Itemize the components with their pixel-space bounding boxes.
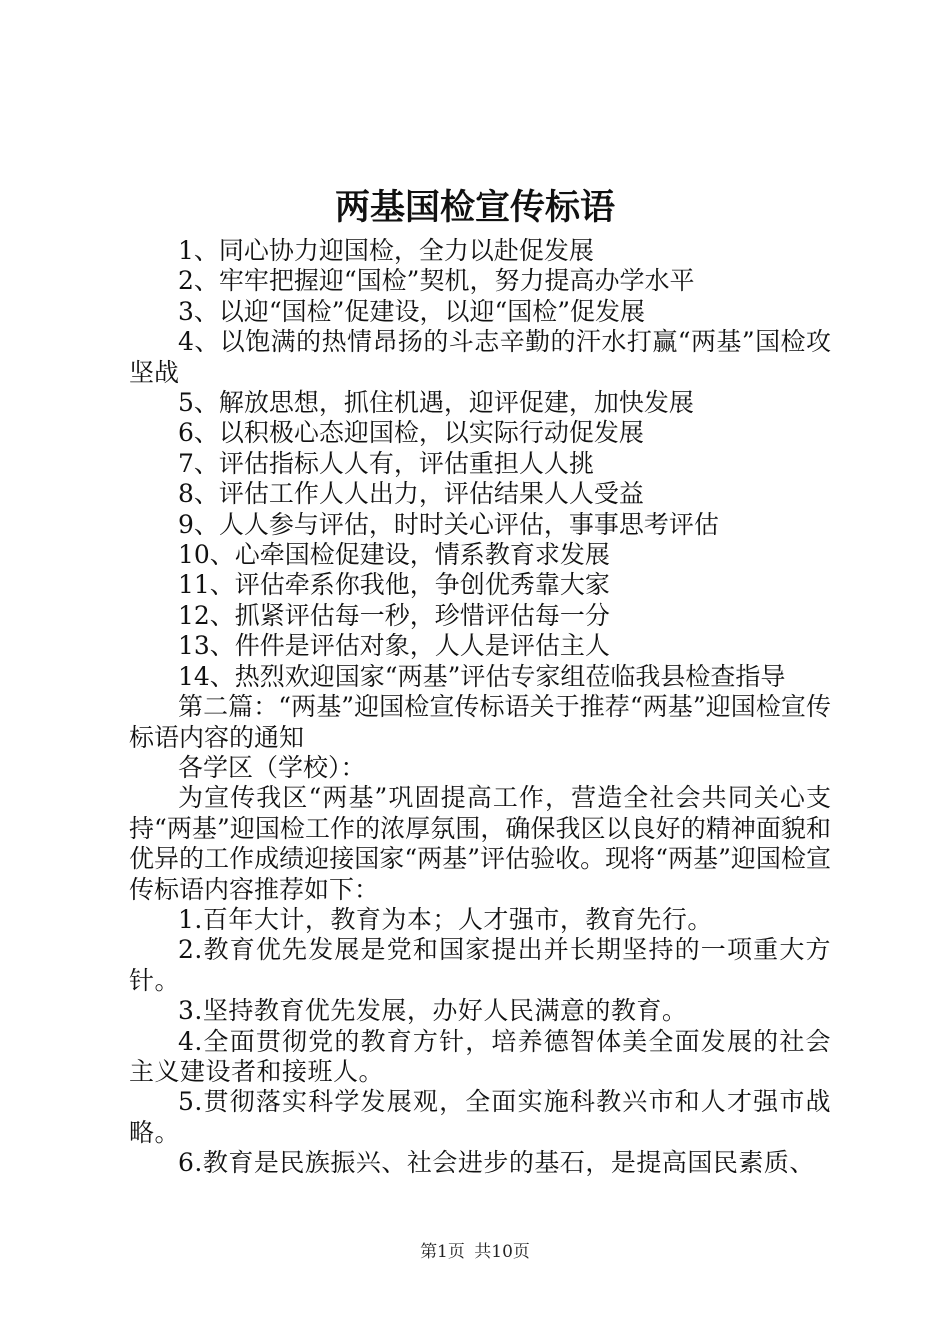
slogan-item: 10、心牵国检促建设，情系教育求发展: [178, 540, 610, 570]
slogan-item: 7、评估指标人人有，评估重担人人挑: [178, 448, 594, 478]
slogan-item: 9、人人参与评估，时时关心评估，事事思考评估: [178, 509, 719, 539]
recommended-item: 4.全面贯彻党的教育方针，培养德智体美全面发展的社会主义建设者和接班人。: [129, 1026, 831, 1086]
slogan-item: 11、评估牵系你我他，争创优秀靠大家: [178, 570, 610, 600]
section-heading: 第二篇：“两基”迎国检宣传标语关于推荐“两基”迎国检宣传标语内容的通知: [129, 692, 831, 752]
slogan-item: 13、件件是评估对象，人人是评估主人: [178, 631, 610, 661]
slogan-item: 5、解放思想，抓住机遇，迎评促建，加快发展: [178, 388, 694, 418]
intro-paragraph: 为宣传我区“两基”巩固提高工作，营造全社会共同关心支持“两基”迎国检工作的浓厚氛围，确保我区以良好的精神面貌和优异的工作成绩迎接国家“两基”评估验收。现将“两基”迎国检宣传标语内容推荐如下：: [129, 783, 831, 904]
page-total: 共10页: [474, 1242, 530, 1262]
recommended-item: 5.贯彻落实科学发展观，全面实施科教兴市和人才强市战略。: [129, 1087, 831, 1147]
salutation: 各学区（学校）：: [178, 752, 366, 782]
page-number: 第1页: [420, 1242, 465, 1262]
recommended-item: 6.教育是民族振兴、社会进步的基石，是提高国民素质、: [178, 1148, 815, 1178]
recommended-item: 1.百年大计，教育为本；人才强市，教育先行。: [178, 904, 713, 934]
recommended-item: 3.坚持教育优先发展，办好人民满意的教育。: [178, 996, 688, 1026]
slogan-item: 14、热烈欢迎国家“两基”评估专家组莅临我县检查指导: [178, 661, 786, 691]
document-body: [129, 236, 831, 1179]
slogan-item: 12、抓紧评估每一秒，珍惜评估每一分: [178, 600, 610, 630]
slogan-item: 3、以迎“国检”促建设，以迎“国检”促发展: [178, 296, 646, 326]
slogan-item: 8、评估工作人人出力，评估结果人人受益: [178, 479, 644, 509]
recommended-item: 2.教育优先发展是党和国家提出并长期坚持的一项重大方针。: [129, 935, 831, 995]
page-footer: [0, 1241, 950, 1263]
document-title: 两基国检宣传标语: [334, 187, 615, 228]
slogan-item: 6、以积极心态迎国检，以实际行动促发展: [178, 418, 644, 448]
slogan-item: 4、以饱满的热情昂扬的斗志辛勤的汗水打赢“两基”国检攻坚战: [129, 327, 831, 387]
slogan-item: 1、同心协力迎国检，全力以赴促发展: [178, 236, 594, 265]
slogan-item: 2、牢牢把握迎“国检”契机，努力提高办学水平: [178, 266, 695, 296]
